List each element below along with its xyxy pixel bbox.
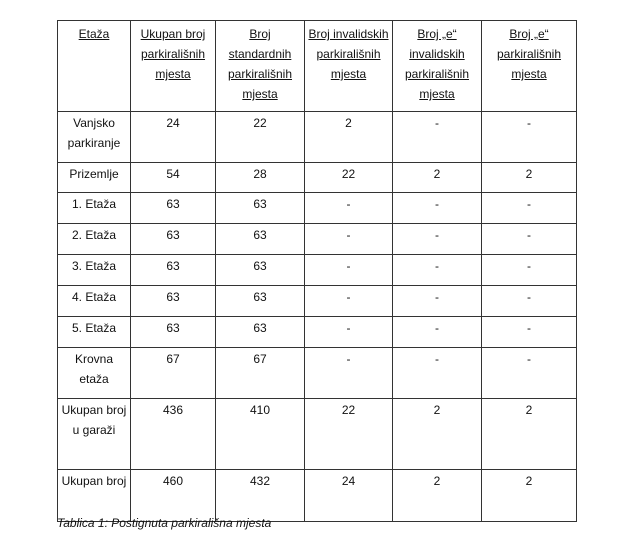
cell-disabled: - bbox=[305, 348, 393, 399]
cell-total: 63 bbox=[131, 255, 216, 286]
cell-e: - bbox=[482, 255, 577, 286]
cell-floor: Vanjsko parkiranje bbox=[58, 112, 131, 163]
cell-standard: 63 bbox=[216, 317, 305, 348]
cell-disabled: - bbox=[305, 224, 393, 255]
cell-e: 2 bbox=[482, 470, 577, 522]
cell-total: 63 bbox=[131, 317, 216, 348]
header-invalidskih: Broj invalidskih parkirališnih mjesta bbox=[305, 21, 393, 112]
cell-e: - bbox=[482, 348, 577, 399]
cell-disabled: 2 bbox=[305, 112, 393, 163]
cell-disabled: - bbox=[305, 193, 393, 224]
cell-floor: 2. Etaža bbox=[58, 224, 131, 255]
table-row bbox=[58, 163, 577, 193]
table-row bbox=[58, 224, 577, 255]
header-etaza: Etaža bbox=[58, 21, 131, 112]
cell-floor: Ukupan broj bbox=[58, 470, 131, 522]
cell-total: 63 bbox=[131, 286, 216, 317]
cell-e-disabled: - bbox=[393, 112, 482, 163]
cell-disabled: 22 bbox=[305, 163, 393, 193]
table-header-row bbox=[58, 21, 577, 112]
cell-disabled: 24 bbox=[305, 470, 393, 522]
cell-floor: Prizemlje bbox=[58, 163, 131, 193]
cell-e-disabled: 2 bbox=[393, 163, 482, 193]
cell-e: - bbox=[482, 317, 577, 348]
cell-e: 2 bbox=[482, 399, 577, 470]
cell-e-disabled: 2 bbox=[393, 470, 482, 522]
header-standardnih: Broj standardnih parkirališnih mjesta bbox=[216, 21, 305, 112]
cell-total: 24 bbox=[131, 112, 216, 163]
cell-e-disabled: - bbox=[393, 317, 482, 348]
table-row bbox=[58, 112, 577, 163]
cell-floor: Ukupan broj u garaži bbox=[58, 399, 131, 470]
table-row bbox=[58, 399, 577, 470]
cell-e-disabled: - bbox=[393, 224, 482, 255]
table-row bbox=[58, 193, 577, 224]
cell-e: - bbox=[482, 286, 577, 317]
table-row bbox=[58, 470, 577, 522]
cell-standard: 63 bbox=[216, 224, 305, 255]
parking-spaces-table bbox=[57, 20, 577, 522]
cell-e: - bbox=[482, 224, 577, 255]
cell-standard: 63 bbox=[216, 286, 305, 317]
cell-standard: 22 bbox=[216, 112, 305, 163]
header-ukupan-broj: Ukupan broj parkirališnih mjesta bbox=[131, 21, 216, 112]
cell-total: 436 bbox=[131, 399, 216, 470]
table-row bbox=[58, 348, 577, 399]
cell-disabled: - bbox=[305, 317, 393, 348]
cell-floor: 5. Etaža bbox=[58, 317, 131, 348]
cell-e-disabled: - bbox=[393, 286, 482, 317]
cell-standard: 63 bbox=[216, 193, 305, 224]
cell-standard: 28 bbox=[216, 163, 305, 193]
table-row bbox=[58, 286, 577, 317]
cell-e-disabled: 2 bbox=[393, 399, 482, 470]
cell-total: 63 bbox=[131, 224, 216, 255]
table-row bbox=[58, 255, 577, 286]
cell-standard: 432 bbox=[216, 470, 305, 522]
cell-standard: 67 bbox=[216, 348, 305, 399]
cell-disabled: 22 bbox=[305, 399, 393, 470]
header-e-invalidskih: Broj „e“ invalidskih parkirališnih mjesta bbox=[393, 21, 482, 112]
cell-e-disabled: - bbox=[393, 348, 482, 399]
cell-total: 54 bbox=[131, 163, 216, 193]
cell-floor: 1. Etaža bbox=[58, 193, 131, 224]
cell-total: 460 bbox=[131, 470, 216, 522]
cell-e: - bbox=[482, 193, 577, 224]
table-row bbox=[58, 317, 577, 348]
cell-e: - bbox=[482, 112, 577, 163]
cell-total: 67 bbox=[131, 348, 216, 399]
cell-floor: Krovna etaža bbox=[58, 348, 131, 399]
cell-standard: 63 bbox=[216, 255, 305, 286]
cell-e: 2 bbox=[482, 163, 577, 193]
cell-disabled: - bbox=[305, 255, 393, 286]
cell-disabled: - bbox=[305, 286, 393, 317]
table-caption: Tablica 1: Postignuta parkirališna mjesta bbox=[57, 516, 272, 530]
cell-e-disabled: - bbox=[393, 255, 482, 286]
header-e-parkiralisnih: Broj „e“ parkirališnih mjesta bbox=[482, 21, 577, 112]
cell-floor: 3. Etaža bbox=[58, 255, 131, 286]
cell-standard: 410 bbox=[216, 399, 305, 470]
cell-floor: 4. Etaža bbox=[58, 286, 131, 317]
cell-total: 63 bbox=[131, 193, 216, 224]
cell-e-disabled: - bbox=[393, 193, 482, 224]
